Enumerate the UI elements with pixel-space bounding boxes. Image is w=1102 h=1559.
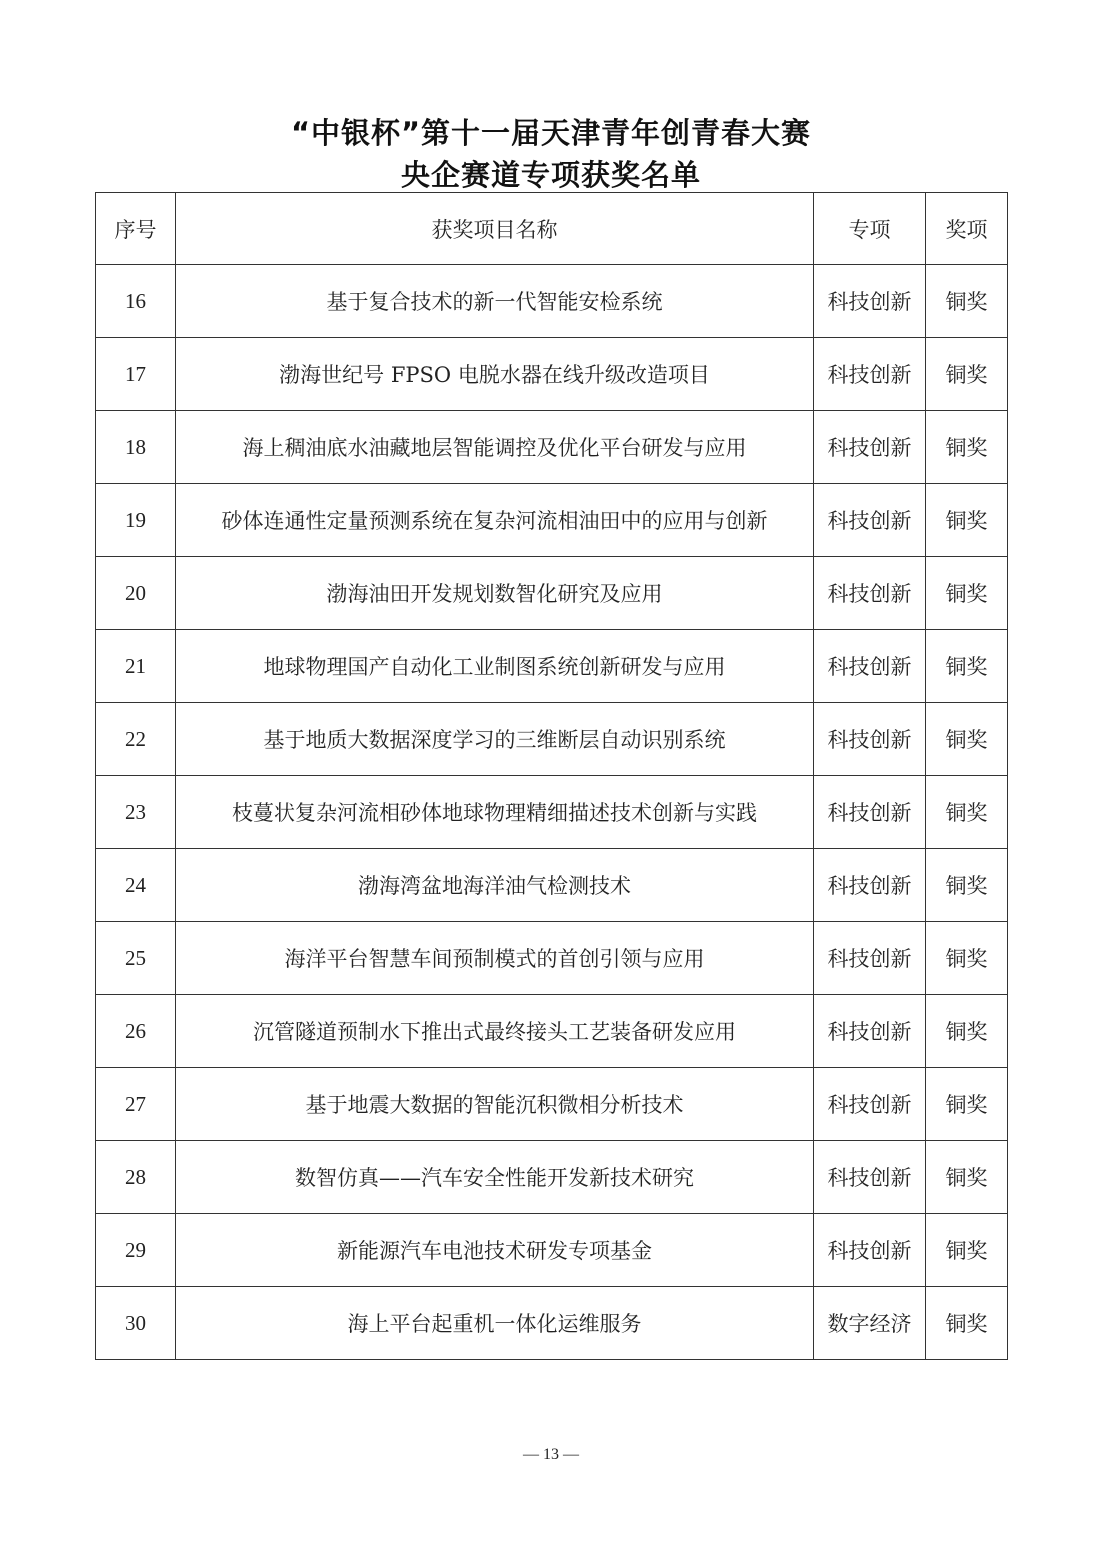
table-row xyxy=(96,776,1008,849)
cell-award: 铜奖 xyxy=(926,1141,1008,1214)
cell-project-name: 海上稠油底水油藏地层智能调控及优化平台研发与应用 xyxy=(176,411,814,484)
cell-award: 铜奖 xyxy=(926,703,1008,776)
cell-category: 科技创新 xyxy=(814,703,926,776)
cell-award: 铜奖 xyxy=(926,995,1008,1068)
cell-category: 数字经济 xyxy=(814,1287,926,1360)
cell-no: 17 xyxy=(96,338,176,411)
cell-project-name: 数智仿真——汽车安全性能开发新技术研究 xyxy=(176,1141,814,1214)
cell-no: 21 xyxy=(96,630,176,703)
cell-project-name: 沉管隧道预制水下推出式最终接头工艺装备研发应用 xyxy=(176,995,814,1068)
cell-project-name: 渤海湾盆地海洋油气检测技术 xyxy=(176,849,814,922)
table-row xyxy=(96,995,1008,1068)
cell-category: 科技创新 xyxy=(814,557,926,630)
cell-award: 铜奖 xyxy=(926,265,1008,338)
cell-award: 铜奖 xyxy=(926,776,1008,849)
header-project-name: 获奖项目名称 xyxy=(176,193,814,265)
cell-project-name: 地球物理国产自动化工业制图系统创新研发与应用 xyxy=(176,630,814,703)
table-row xyxy=(96,630,1008,703)
table-row xyxy=(96,1214,1008,1287)
cell-category: 科技创新 xyxy=(814,922,926,995)
table-row xyxy=(96,484,1008,557)
cell-project-name: 新能源汽车电池技术研发专项基金 xyxy=(176,1214,814,1287)
cell-project-name: 基于地震大数据的智能沉积微相分析技术 xyxy=(176,1068,814,1141)
table-row xyxy=(96,1068,1008,1141)
cell-award: 铜奖 xyxy=(926,557,1008,630)
table-row xyxy=(96,265,1008,338)
cell-award: 铜奖 xyxy=(926,338,1008,411)
cell-no: 26 xyxy=(96,995,176,1068)
document-title: “中银杯”第十一届天津青年创青春大赛 xyxy=(290,116,812,150)
table-row xyxy=(96,338,1008,411)
cell-no: 19 xyxy=(96,484,176,557)
awards-table xyxy=(95,192,1008,1360)
cell-project-name: 海上平台起重机一体化运维服务 xyxy=(176,1287,814,1360)
cell-category: 科技创新 xyxy=(814,776,926,849)
cell-no: 30 xyxy=(96,1287,176,1360)
header-award: 奖项 xyxy=(926,193,1008,265)
cell-category: 科技创新 xyxy=(814,1068,926,1141)
header-no: 序号 xyxy=(96,193,176,265)
cell-award: 铜奖 xyxy=(926,922,1008,995)
cell-project-name: 渤海世纪号 FPSO 电脱水器在线升级改造项目 xyxy=(176,338,814,411)
cell-category: 科技创新 xyxy=(814,630,926,703)
cell-project-name: 海洋平台智慧车间预制模式的首创引领与应用 xyxy=(176,922,814,995)
table-row xyxy=(96,557,1008,630)
table-header-row xyxy=(96,193,1008,265)
cell-category: 科技创新 xyxy=(814,849,926,922)
table-row xyxy=(96,1141,1008,1214)
cell-category: 科技创新 xyxy=(814,1141,926,1214)
cell-award: 铜奖 xyxy=(926,630,1008,703)
cell-no: 23 xyxy=(96,776,176,849)
awards-table-body xyxy=(96,193,1008,1360)
table-row xyxy=(96,1287,1008,1360)
page-number: — 13 — xyxy=(523,1446,579,1463)
document-subtitle: 央企赛道专项获奖名单 xyxy=(400,158,701,192)
cell-no: 22 xyxy=(96,703,176,776)
header-category: 专项 xyxy=(814,193,926,265)
cell-no: 28 xyxy=(96,1141,176,1214)
table-row xyxy=(96,703,1008,776)
cell-category: 科技创新 xyxy=(814,995,926,1068)
cell-project-name: 砂体连通性定量预测系统在复杂河流相油田中的应用与创新 xyxy=(176,484,814,557)
cell-category: 科技创新 xyxy=(814,1214,926,1287)
cell-project-name: 基于复合技术的新一代智能安检系统 xyxy=(176,265,814,338)
table-row xyxy=(96,922,1008,995)
cell-award: 铜奖 xyxy=(926,1214,1008,1287)
cell-no: 29 xyxy=(96,1214,176,1287)
cell-no: 25 xyxy=(96,922,176,995)
table-row xyxy=(96,411,1008,484)
cell-award: 铜奖 xyxy=(926,1287,1008,1360)
cell-category: 科技创新 xyxy=(814,484,926,557)
cell-category: 科技创新 xyxy=(814,265,926,338)
cell-no: 20 xyxy=(96,557,176,630)
cell-no: 16 xyxy=(96,265,176,338)
table-row xyxy=(96,849,1008,922)
cell-no: 18 xyxy=(96,411,176,484)
cell-project-name: 渤海油田开发规划数智化研究及应用 xyxy=(176,557,814,630)
cell-project-name: 基于地质大数据深度学习的三维断层自动识别系统 xyxy=(176,703,814,776)
cell-project-name: 枝蔓状复杂河流相砂体地球物理精细描述技术创新与实践 xyxy=(176,776,814,849)
cell-award: 铜奖 xyxy=(926,484,1008,557)
cell-award: 铜奖 xyxy=(926,849,1008,922)
cell-no: 24 xyxy=(96,849,176,922)
cell-category: 科技创新 xyxy=(814,411,926,484)
cell-award: 铜奖 xyxy=(926,411,1008,484)
cell-award: 铜奖 xyxy=(926,1068,1008,1141)
cell-no: 27 xyxy=(96,1068,176,1141)
cell-category: 科技创新 xyxy=(814,338,926,411)
